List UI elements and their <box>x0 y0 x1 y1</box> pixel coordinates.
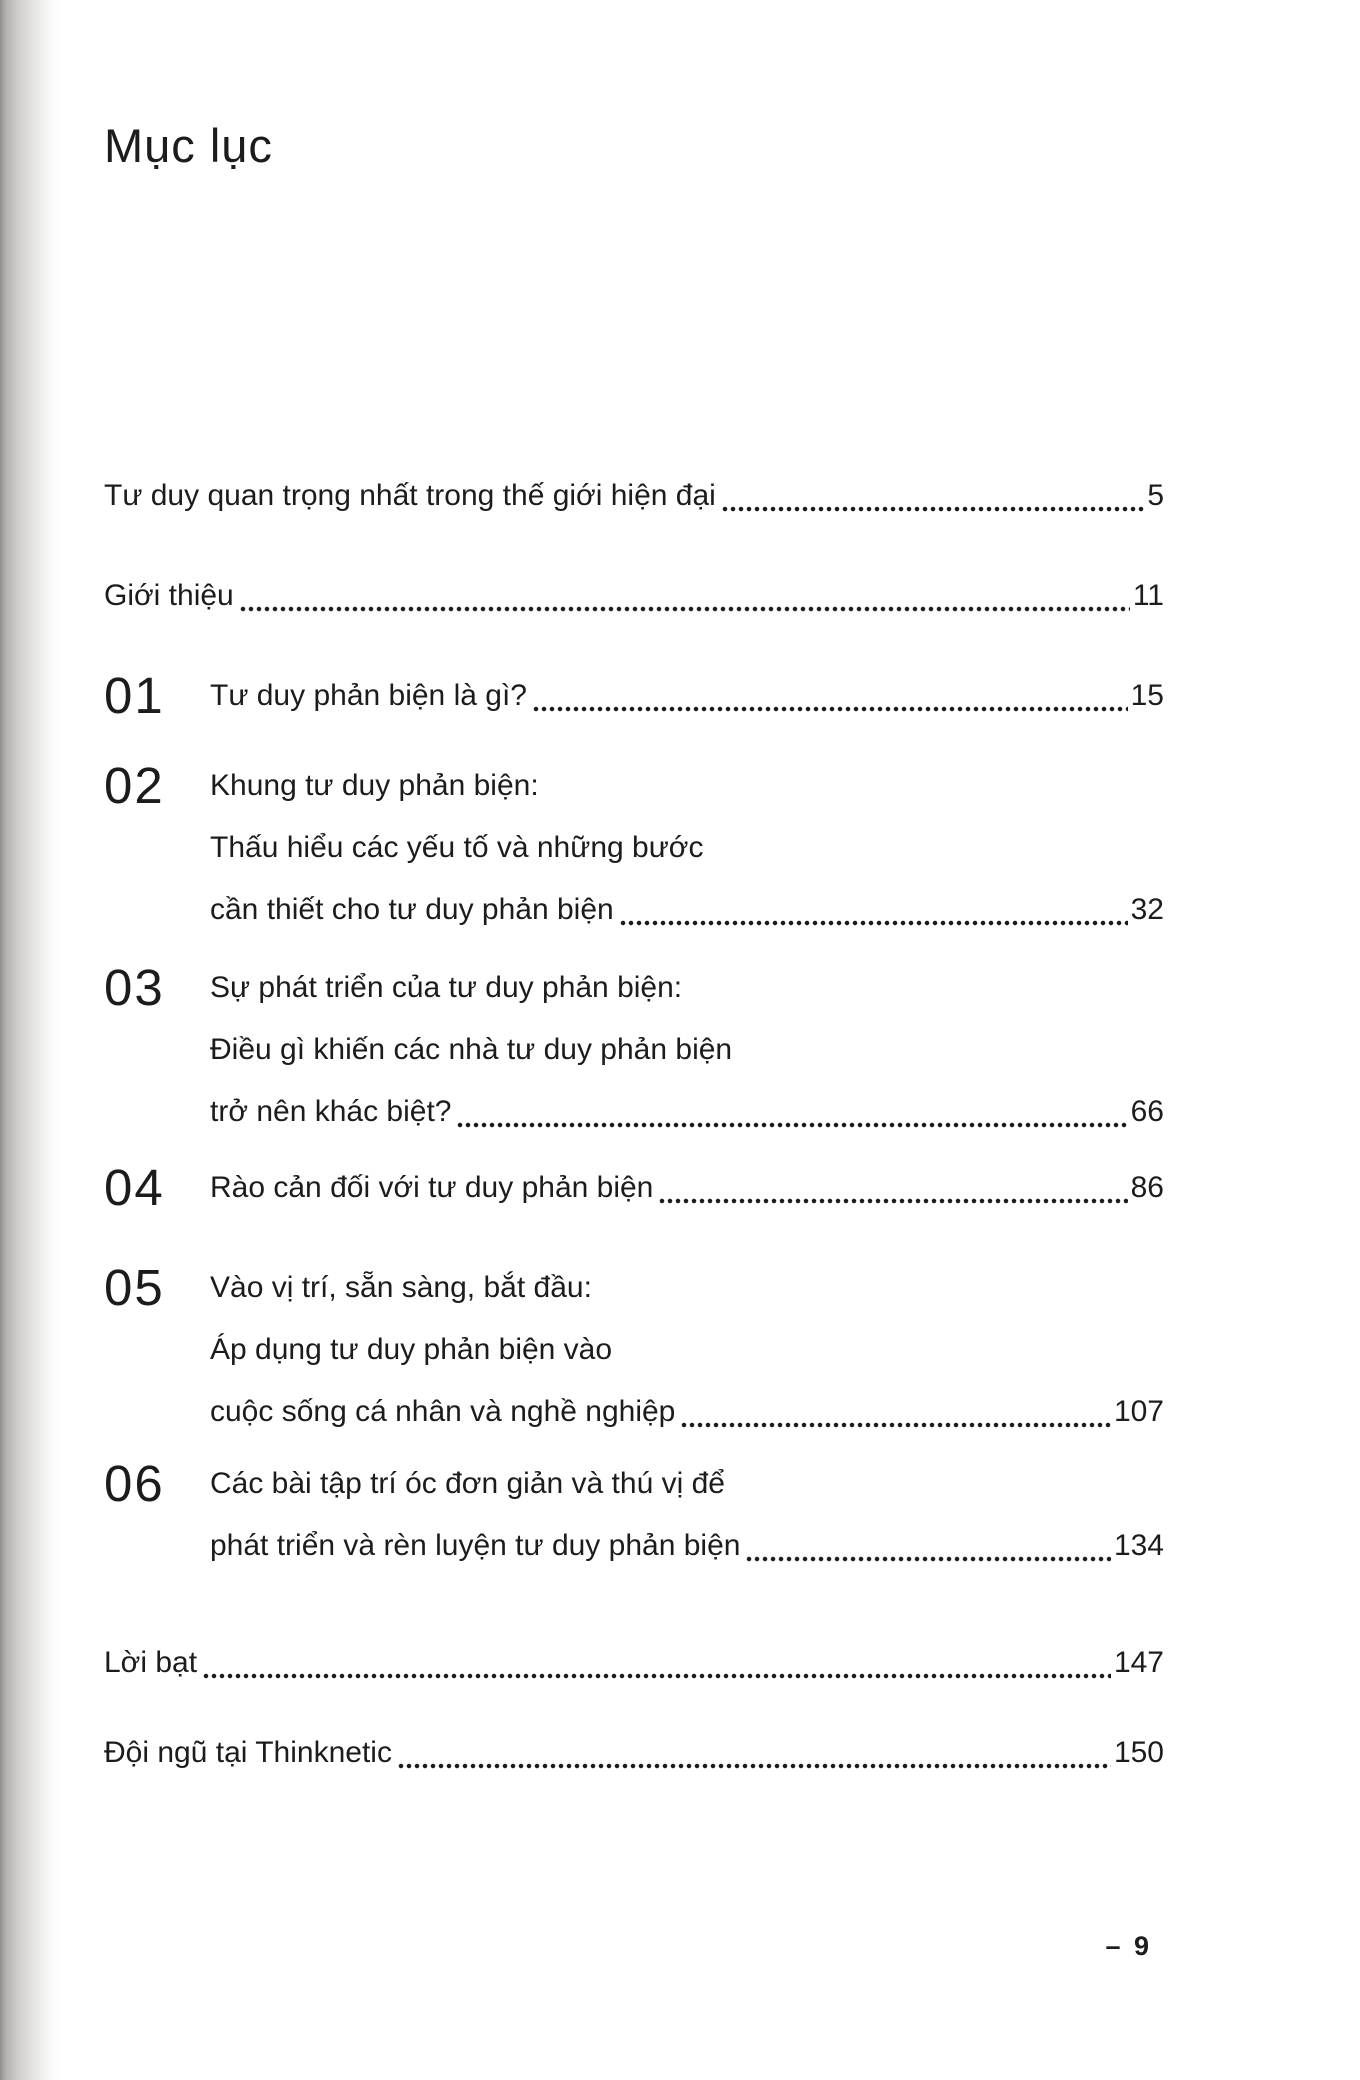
page-number: 15 <box>1130 679 1164 712</box>
page-number: 86 <box>1130 1171 1164 1204</box>
entry-title-text: Tư duy quan trọng nhất trong thế giới hiện đại <box>104 479 716 512</box>
entry-line <box>104 465 1164 527</box>
entry-title-text: Áp dụng tư duy phản biện vào <box>210 1333 613 1366</box>
entry-title-text: Lời bạt <box>104 1646 198 1679</box>
entry-title-text: Giới thiệu <box>104 579 234 612</box>
entry-line <box>210 817 1164 879</box>
entry-title-text: phát triển và rèn luyện tư duy phản biện <box>210 1529 741 1562</box>
entry-line <box>104 565 1164 627</box>
entry-title-text: trở nên khác biệt? <box>210 1095 452 1128</box>
entry-body <box>104 1722 1164 1784</box>
entry-line <box>210 665 1164 727</box>
page-number: 5 <box>1147 479 1164 512</box>
toc-entry <box>104 1632 1164 1694</box>
toc-entry <box>104 1257 1164 1443</box>
chapter-number: 06 <box>104 1455 165 1512</box>
entry-line <box>210 1319 1164 1381</box>
entry-line <box>210 1453 1164 1515</box>
dot-leader <box>532 704 1128 714</box>
entry-body <box>210 1453 1164 1577</box>
chapter-number: 03 <box>104 959 165 1016</box>
entry-title-text: Rào cản đối với tư duy phản biện <box>210 1171 654 1204</box>
toc-entry <box>104 465 1164 527</box>
page-number: 147 <box>1113 1646 1164 1679</box>
page-number: 150 <box>1113 1736 1164 1769</box>
entry-line <box>104 1722 1164 1784</box>
entry-title-text: Các bài tập trí óc đơn giản và thú vị để <box>210 1467 725 1500</box>
dot-leader <box>202 1671 1111 1681</box>
entry-title-text: cuộc sống cá nhân và nghề nghiệp <box>210 1395 676 1428</box>
entry-line <box>210 879 1164 941</box>
dot-leader <box>680 1420 1111 1430</box>
dot-leader <box>658 1196 1127 1206</box>
toc-entry <box>104 1453 1164 1577</box>
page-number: 66 <box>1130 1095 1164 1128</box>
entry-body <box>104 465 1164 527</box>
toc-entry <box>104 1722 1164 1784</box>
chapter-number: 01 <box>104 667 165 724</box>
toc-entry <box>104 565 1164 627</box>
page-gutter-shadow <box>0 0 60 2080</box>
dot-leader <box>456 1120 1127 1130</box>
entry-body <box>210 957 1164 1143</box>
page-title: Mục lục <box>104 119 273 172</box>
entry-line <box>210 755 1164 817</box>
entry-title-text: cần thiết cho tư duy phản biện <box>210 893 614 926</box>
toc-list <box>104 465 1164 1784</box>
dot-leader <box>721 504 1144 514</box>
entry-line <box>104 1632 1164 1694</box>
entry-line <box>210 957 1164 1019</box>
entry-line <box>210 1515 1164 1577</box>
entry-body <box>104 565 1164 627</box>
toc-entry <box>104 665 1164 727</box>
footer-page-number: – 9 <box>1105 1931 1152 1961</box>
entry-body <box>104 1632 1164 1694</box>
page-number: 32 <box>1130 893 1164 926</box>
toc-entry <box>104 1157 1164 1219</box>
chapter-number: 05 <box>104 1259 165 1316</box>
entry-line <box>210 1381 1164 1443</box>
entry-line <box>210 1257 1164 1319</box>
entry-title-text: Tư duy phản biện là gì? <box>210 679 527 712</box>
entry-title-text: Khung tư duy phản biện: <box>210 769 539 802</box>
dot-leader <box>397 1761 1111 1771</box>
entry-title-text: Đội ngũ tại Thinknetic <box>104 1736 392 1769</box>
entry-title-text: Điều gì khiến các nhà tư duy phản biện <box>210 1033 733 1066</box>
toc-page <box>104 0 1164 1784</box>
entry-body <box>210 665 1164 727</box>
entry-line <box>210 1019 1164 1081</box>
entry-body <box>210 1257 1164 1443</box>
toc-entry <box>104 755 1164 941</box>
entry-line <box>210 1157 1164 1219</box>
page-number: 11 <box>1132 579 1164 612</box>
entry-title-text: Vào vị trí, sẵn sàng, bắt đầu: <box>210 1271 592 1304</box>
entry-title-text: Thấu hiểu các yếu tố và những bước <box>210 831 704 864</box>
page-number: 107 <box>1113 1395 1164 1428</box>
toc-entry <box>104 957 1164 1143</box>
entry-body <box>210 1157 1164 1219</box>
page-number: 134 <box>1113 1529 1164 1562</box>
entry-body <box>210 755 1164 941</box>
chapter-number: 02 <box>104 757 165 814</box>
entry-line <box>210 1081 1164 1143</box>
dot-leader <box>619 918 1128 928</box>
chapter-number: 04 <box>104 1159 165 1216</box>
dot-leader <box>239 604 1130 614</box>
entry-title-text: Sự phát triển của tư duy phản biện: <box>210 971 683 1004</box>
dot-leader <box>745 1554 1111 1564</box>
